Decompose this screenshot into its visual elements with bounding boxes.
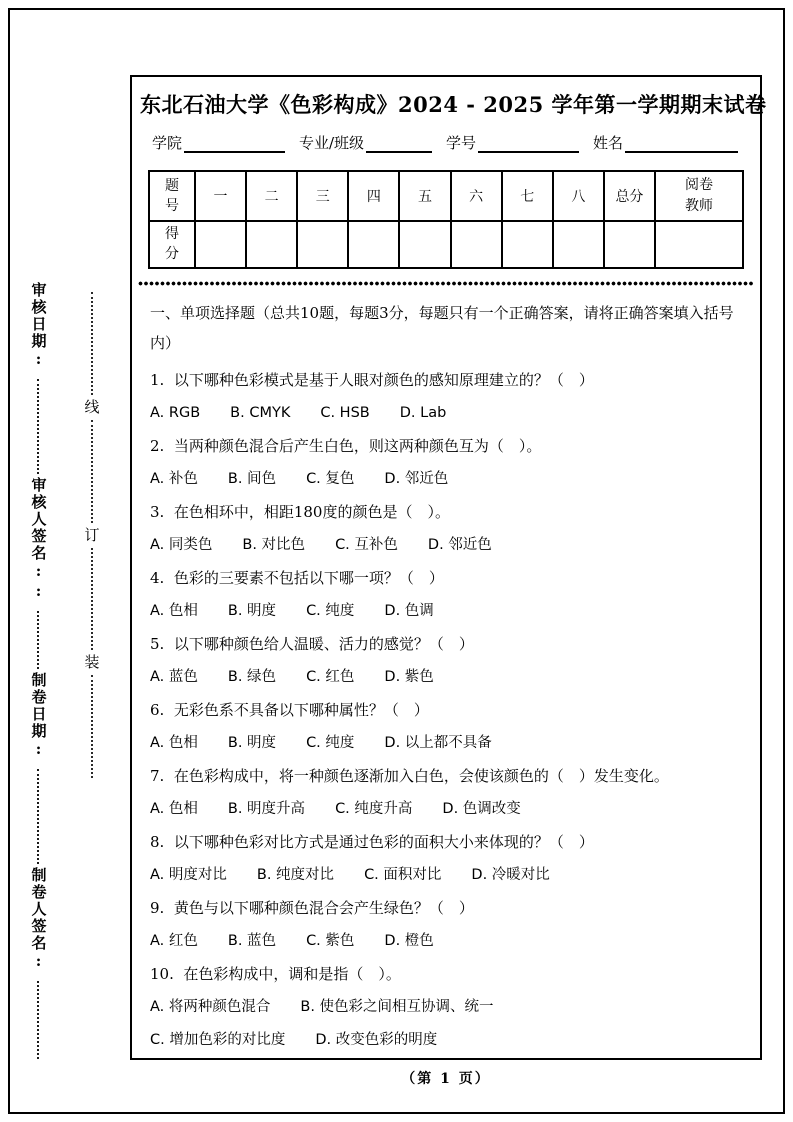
question-options (150, 397, 742, 430)
question (150, 826, 742, 892)
column-header-cell (553, 171, 604, 221)
option: A. 色相 (150, 800, 198, 817)
option: D. 邻近色 (384, 470, 449, 487)
option: C. 复色 (306, 470, 355, 487)
question (150, 430, 742, 496)
field-label: 姓名 (593, 134, 624, 152)
option: D. 邻近色 (427, 536, 492, 553)
section-heading: 一、单项选择题（总共10题，每题3分，每题只有一个正确答案，请将正确答案填入括号内） (150, 303, 734, 352)
option: D. 色调 (384, 602, 434, 619)
question-stem: 1. 以下哪种色彩模式是基于人眼对颜色的感知原理建立的？（ ） (150, 370, 594, 389)
margin-label-group (20, 867, 56, 1062)
score-cell (655, 221, 743, 268)
option: D. 紫色 (384, 668, 434, 685)
option: A. 明度对比 (150, 866, 227, 883)
score-cell (451, 221, 502, 268)
option: B. 蓝色 (227, 932, 277, 949)
margin-labels (20, 282, 56, 1062)
question-options (150, 991, 742, 1024)
column-header-cell (195, 171, 246, 221)
binding-char: 订 (84, 525, 100, 544)
questions-list (150, 364, 742, 1057)
question-stem: 3. 在色相环中，相距180度的颜色是（ ）。 (150, 502, 450, 521)
question-stem: 7. 在色彩构成中，将一种颜色逐渐加入白色，会使该颜色的（ ）发生变化。 (150, 766, 669, 785)
column-header-cell (246, 171, 297, 221)
option: C. 增加色彩的对比度 (150, 1031, 286, 1048)
column-header: 四 (366, 189, 381, 205)
score-cell (399, 221, 450, 268)
margin-label-group (20, 672, 56, 867)
column-header-cell (399, 171, 450, 221)
question (150, 562, 742, 628)
option: B. 明度升高 (227, 800, 306, 817)
field-blank-line (625, 137, 738, 154)
option: D. 冷暖对比 (471, 866, 550, 883)
option: B. 绿色 (227, 668, 277, 685)
question-stem: 8. 以下哪种色彩对比方式是通过色彩的面积大小来体现的？（ ） (150, 832, 594, 851)
option: A. 蓝色 (150, 668, 198, 685)
option: C. 互补色 (335, 536, 398, 553)
column-header-cell (348, 171, 399, 221)
option: C. 纯度 (306, 734, 355, 751)
margin-label: 审核日期: (29, 282, 48, 370)
question-stem: 6. 无彩色系不具备以下哪种属性？（ ） (150, 700, 429, 719)
option: A. 将两种颜色混合 (150, 998, 271, 1015)
column-header: 总分 (615, 189, 644, 205)
field-blank-line (478, 137, 579, 154)
question-stem: 4. 色彩的三要素不包括以下哪一项？（ ） (150, 568, 444, 587)
question-options (150, 727, 742, 760)
margin-label-group (20, 477, 56, 672)
field-label: 专业/班级 (299, 134, 365, 152)
option: C. 红色 (306, 668, 355, 685)
option: C. 紫色 (306, 932, 355, 949)
option: A. RGB (150, 404, 201, 421)
score-cell (297, 221, 348, 268)
page-number: （第 1 页） (401, 1071, 491, 1087)
row-label: 得分 (165, 226, 179, 263)
info-field (446, 133, 593, 154)
signature-dotted-line (37, 981, 39, 1059)
score-cell (195, 221, 246, 268)
signature-dotted-line (37, 769, 39, 864)
question-options (150, 1024, 742, 1057)
question-stem: 9. 黄色与以下哪种颜色混合会产生绿色？（ ） (150, 898, 474, 917)
score-cell (553, 221, 604, 268)
option: D. 以上都不具备 (384, 734, 492, 751)
option: D. Lab (399, 404, 447, 421)
option: C. HSB (320, 404, 370, 421)
student-info-row (152, 133, 740, 154)
option: B. 明度 (227, 602, 277, 619)
column-header: 六 (469, 189, 484, 205)
score-cell (246, 221, 297, 268)
signature-dotted-line (37, 379, 39, 474)
option: D. 橙色 (384, 932, 434, 949)
column-header-cell (655, 171, 743, 221)
binding-line (82, 292, 102, 778)
row-label-cell (149, 221, 195, 268)
column-header: 二 (264, 189, 279, 205)
column-header: 八 (571, 189, 586, 205)
question-options (150, 661, 742, 694)
option: D. 改变色彩的明度 (315, 1031, 438, 1048)
column-header-cell (451, 171, 502, 221)
option: B. 使色彩之间相互协调、统一 (300, 998, 494, 1015)
info-field (152, 133, 299, 154)
question (150, 892, 742, 958)
option: D. 色调改变 (442, 800, 521, 817)
question (150, 496, 742, 562)
option: B. 对比色 (242, 536, 306, 553)
field-blank-line (366, 137, 432, 154)
column-header: 五 (417, 189, 432, 205)
margin-label: 制卷日期: (29, 672, 48, 760)
score-cell (502, 221, 553, 268)
field-blank-line (184, 137, 285, 154)
question (150, 760, 742, 826)
score-cell (604, 221, 655, 268)
score-header-row (149, 171, 743, 221)
question-options (150, 793, 742, 826)
margin-label: 审核人签名:: (29, 477, 48, 602)
binding-dotted-line (91, 548, 93, 651)
option: C. 面积对比 (364, 866, 442, 883)
column-header-cell (297, 171, 348, 221)
option: B. CMYK (230, 404, 291, 421)
info-field (593, 133, 740, 154)
signature-dotted-line (37, 611, 39, 669)
score-cell (348, 221, 399, 268)
question (150, 958, 742, 1057)
question-options (150, 595, 742, 628)
binding-dotted-line (91, 292, 93, 395)
page-title: 东北石油大学《色彩构成》2024 - 2025 学年第一学期期末试卷 (140, 92, 767, 117)
column-header-cell (604, 171, 655, 221)
question (150, 628, 742, 694)
dotted-separator (138, 281, 754, 286)
row-label: 题号 (165, 177, 179, 214)
margin-label: 制卷人签名: (29, 867, 48, 972)
question-options (150, 529, 742, 562)
info-field (299, 133, 446, 154)
option: C. 纯度升高 (335, 800, 413, 817)
option: B. 纯度对比 (256, 866, 335, 883)
question-options (150, 859, 742, 892)
option: A. 红色 (150, 932, 198, 949)
binding-dotted-line (91, 675, 93, 778)
binding-char: 装 (84, 653, 100, 672)
option: A. 补色 (150, 470, 198, 487)
score-table (148, 170, 744, 269)
row-label-cell (149, 171, 195, 221)
option: B. 明度 (227, 734, 277, 751)
binding-dotted-line (91, 420, 93, 523)
column-header: 七 (520, 189, 535, 205)
column-header: 一 (213, 189, 228, 205)
question-stem: 5. 以下哪种颜色给人温暖、活力的感觉？（ ） (150, 634, 474, 653)
question (150, 364, 742, 430)
option: A. 色相 (150, 734, 198, 751)
margin-label-group (20, 282, 56, 477)
question-options (150, 925, 742, 958)
option: B. 间色 (227, 470, 277, 487)
score-value-row (149, 221, 743, 268)
question-options (150, 463, 742, 496)
column-header: 阅卷教师 (685, 177, 713, 214)
exam-frame (130, 75, 767, 1060)
question (150, 694, 742, 760)
question-stem: 2. 当两种颜色混合后产生白色，则这两种颜色互为（ ）。 (150, 436, 542, 455)
field-label: 学院 (152, 134, 183, 152)
option: C. 纯度 (306, 602, 355, 619)
field-label: 学号 (446, 134, 477, 152)
binding-char: 线 (84, 397, 100, 416)
option: A. 色相 (150, 602, 198, 619)
column-header-cell (502, 171, 553, 221)
option: A. 同类色 (150, 536, 213, 553)
question-stem: 10. 在色彩构成中，调和是指（ ）。 (150, 964, 401, 983)
column-header: 三 (315, 189, 330, 205)
